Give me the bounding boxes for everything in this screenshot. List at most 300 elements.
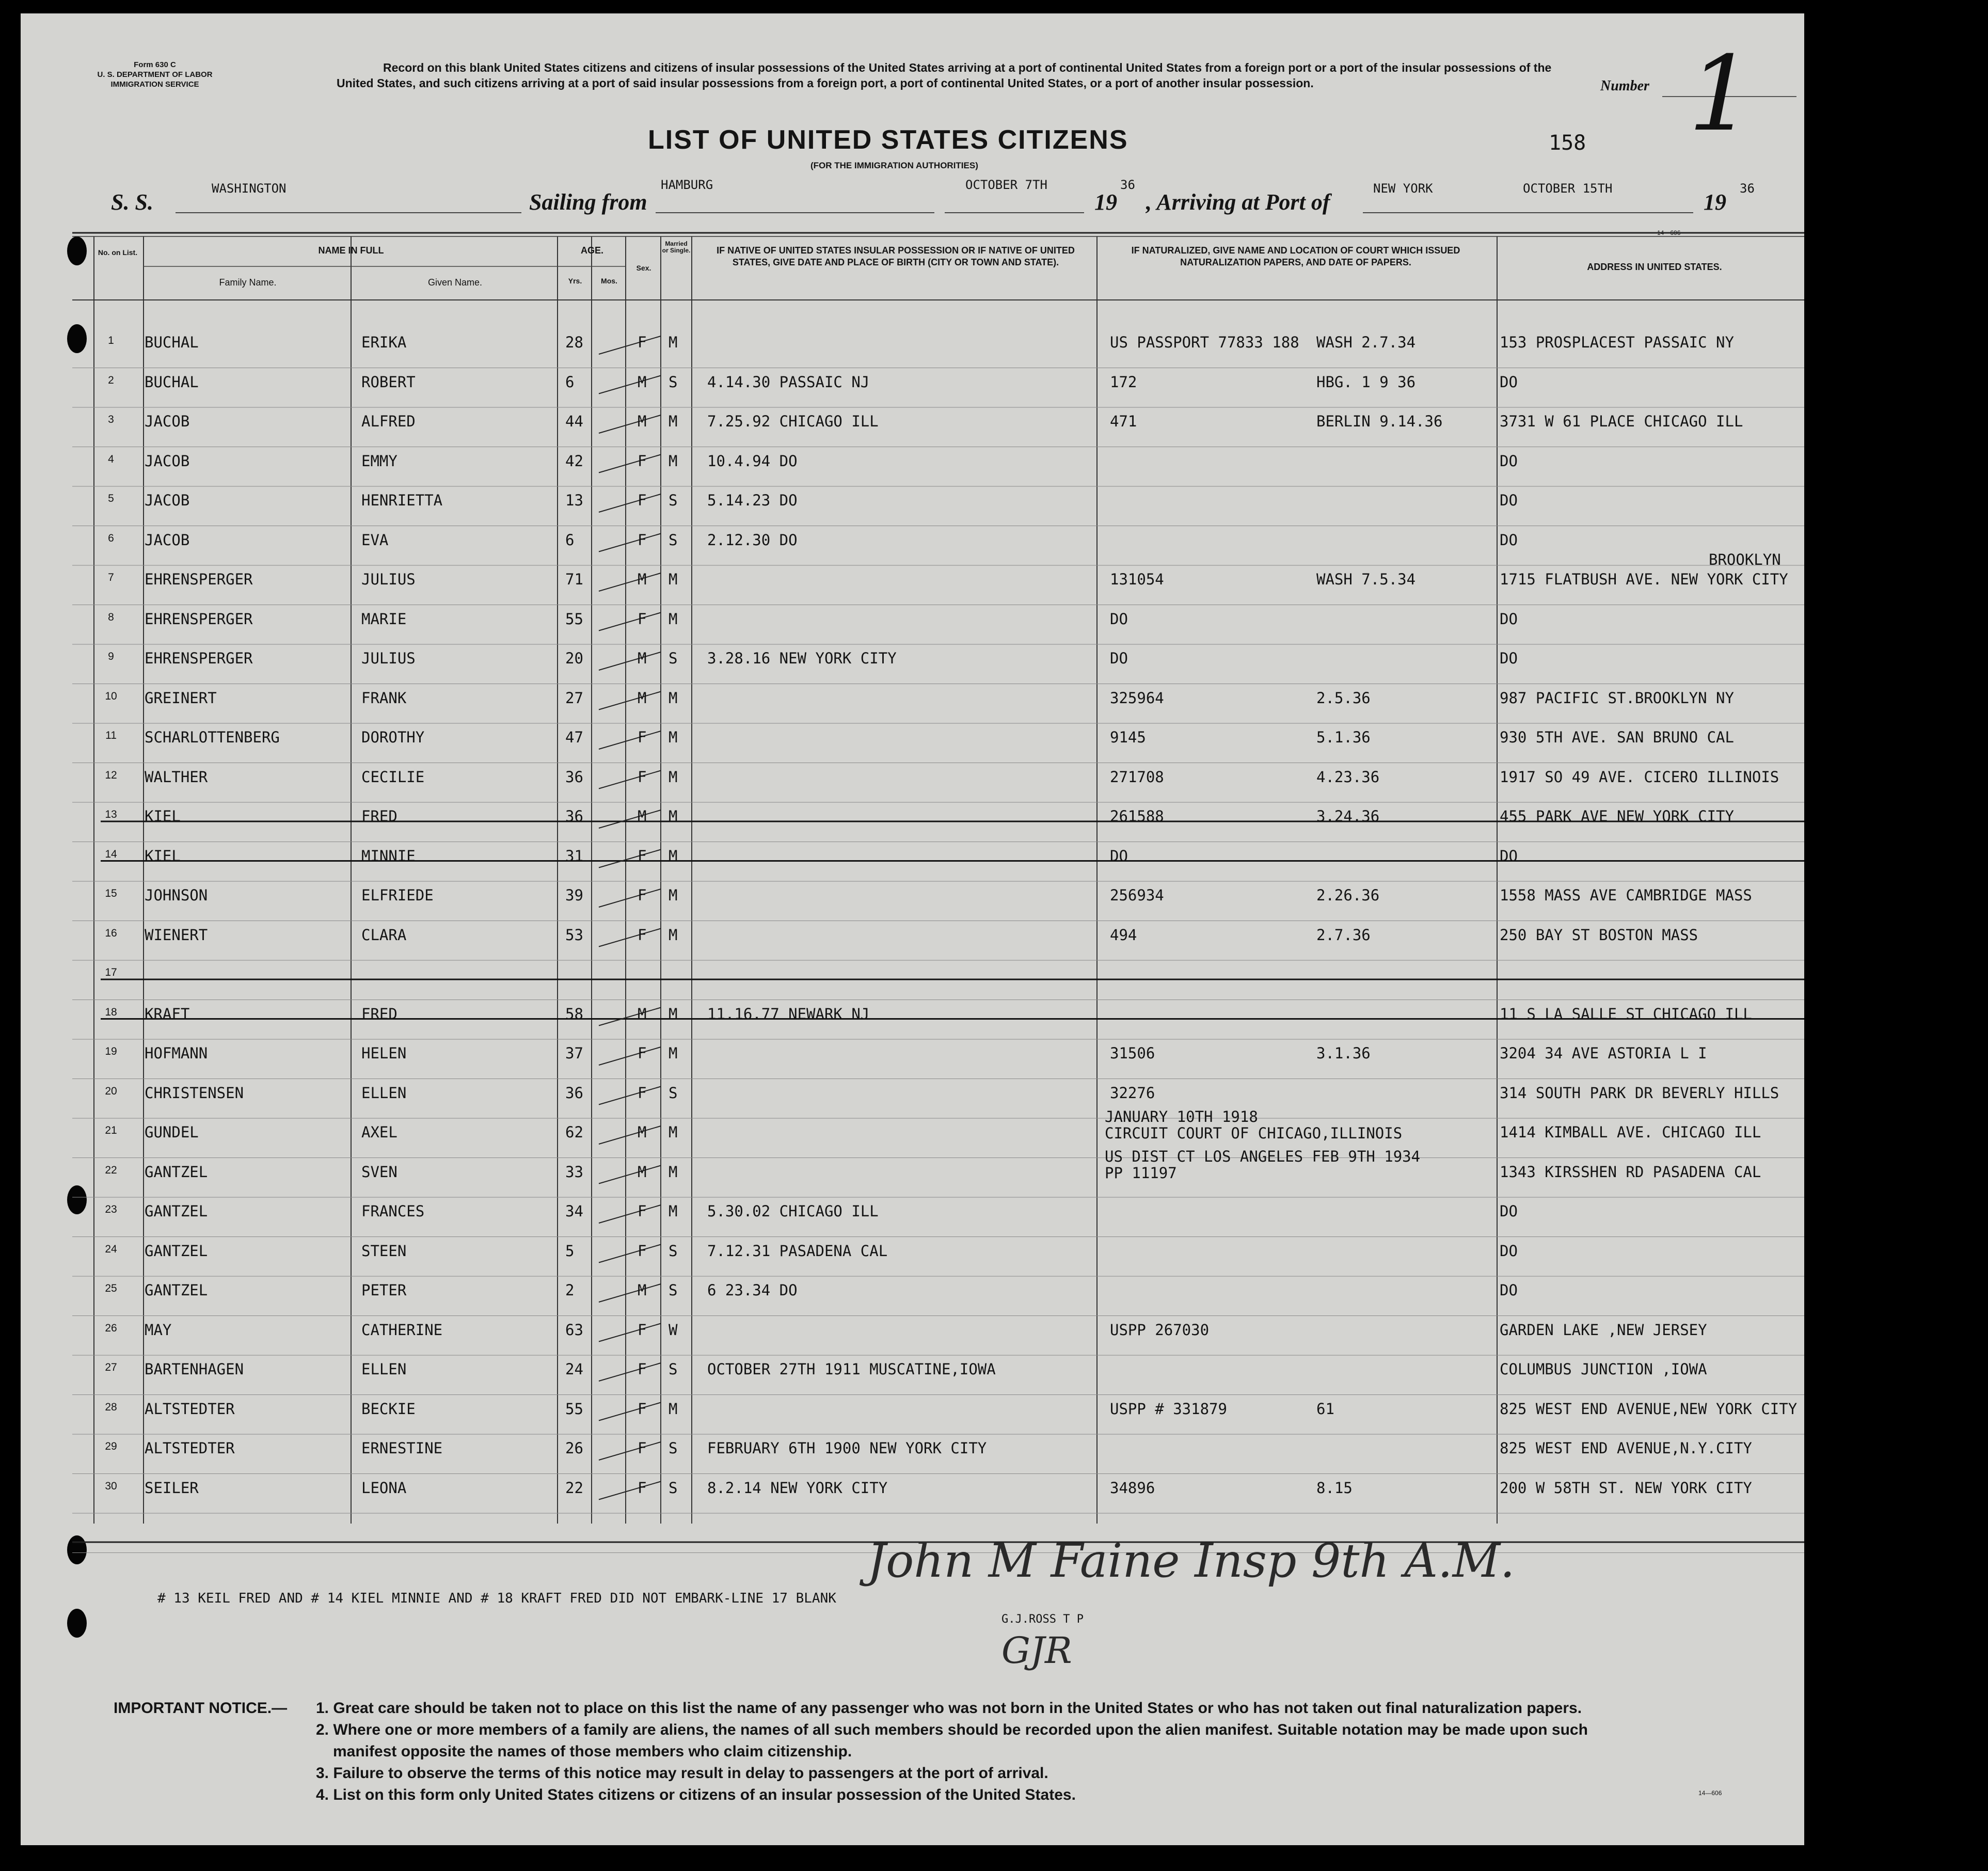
marital-status: M [669,452,678,470]
naturalization-info: 9145 [1110,728,1146,746]
naturalization-date: 5.1.36 [1316,728,1371,746]
naturalization-info-2: CIRCUIT COURT OF CHICAGO,ILLINOIS [1105,1124,1403,1142]
address: 11 S LA SALLE ST CHICAGO ILL [1500,1005,1752,1023]
marital-status: M [669,807,678,825]
address: 1715 FLATBUSH AVE. NEW YORK CITY [1500,570,1788,588]
marital-status: M [669,1123,678,1141]
family-name: BUCHAL [145,334,199,351]
form-department: U. S. DEPARTMENT OF LABOR [97,70,213,79]
marital-status: M [669,847,678,865]
check-mark [599,1284,661,1302]
header-no: No. on List. [98,248,138,257]
row-number: 28 [105,1401,117,1413]
check-mark [599,376,661,394]
sex: F [638,1044,647,1062]
sex: F [638,1479,647,1497]
address: 987 PACIFIC ST.BROOKLYN NY [1500,689,1734,707]
naturalization-date: 3.1.36 [1316,1044,1371,1062]
marital-status: M [669,728,678,746]
given-name: FRANK [361,689,407,707]
age-years: 55 [565,610,583,628]
naturalization-date: HBG. 1 9 36 [1316,373,1416,391]
year-to-prefix: 19 [1704,189,1726,215]
family-name: WALTHER [145,768,208,786]
sex: F [638,1439,647,1457]
address: DO [1500,1202,1518,1220]
row-number: 5 [108,493,114,504]
row-number: 26 [105,1322,117,1334]
row-number: 13 [105,808,117,820]
row-number: 21 [105,1124,117,1136]
list-number-label: Number [1600,78,1649,94]
family-name: KIEL [145,847,181,865]
marital-status: S [669,491,678,509]
check-mark [599,889,661,907]
check-mark [599,455,661,473]
birth-info: 5.14.23 DO [707,491,798,509]
family-name: KRAFT [145,1005,190,1023]
sex: F [638,1400,647,1418]
age-years: 42 [565,452,583,470]
important-notice [114,1698,287,1719]
address: 314 SOUTH PARK DR BEVERLY HILLS [1500,1084,1779,1102]
marital-status: S [669,1084,678,1102]
age-years: 53 [565,926,583,944]
age-years: 71 [565,570,583,588]
given-name: EVA [361,531,389,549]
print-code: 14—606 [1657,229,1681,236]
birth-info: 7.25.92 CHICAGO ILL [707,413,879,430]
ss-label: S. S. [111,189,153,215]
check-mark [599,573,661,591]
naturalization-date: BERLIN 9.14.36 [1316,413,1443,430]
marital-status: M [669,926,678,944]
year-from-prefix: 19 [1094,189,1117,215]
address: 1917 SO 49 AVE. CICERO ILLINOIS [1500,768,1779,786]
address: 455 PARK AVE NEW YORK CITY [1500,807,1734,825]
sex: F [638,610,647,628]
family-name: SCHARLOTTENBERG [145,728,280,746]
address: DO [1500,491,1518,509]
date-from: OCTOBER 7TH [965,178,1047,192]
given-name: ERNESTINE [361,1439,443,1457]
header-sex: Sex. [636,264,651,272]
marital-status: M [669,689,678,707]
row-number: 23 [105,1203,117,1215]
age-years: 55 [565,1400,583,1418]
row-number: 6 [108,532,114,544]
naturalization-info: USPP # 331879 [1110,1400,1227,1418]
marital-status: M [669,1400,678,1418]
age-years: 24 [565,1360,583,1378]
row-number: 18 [105,1006,117,1018]
naturalization-info: US PASSPORT 77833 188 [1110,334,1299,351]
family-name: GANTZEL [145,1163,208,1181]
check-mark [599,1008,661,1026]
given-name: FRED [361,807,397,825]
notice-item-1: 1. Great care should be taken not to place on this list the name of any passenger who was not born in the United States or who has not taken out final naturalization papers. [316,1700,1582,1717]
notice-item-4: 4. List on this form only United States citizens or citizens of an insular possession of the United States. [316,1786,1076,1803]
check-mark [599,1126,661,1144]
check-mark [599,1324,661,1342]
naturalization-info: 325964 [1110,689,1164,707]
family-name: GUNDEL [145,1123,199,1141]
age-years: 6 [565,531,575,549]
age-years: 36 [565,768,583,786]
check-mark [599,1166,661,1184]
sex: M [638,689,647,707]
sex: F [638,768,647,786]
notice-heading: IMPORTANT NOTICE.— [114,1700,288,1717]
age-years: 22 [565,1479,583,1497]
naturalization-info: 172 [1110,373,1137,391]
birth-info: 7.12.31 PASADENA CAL [707,1242,888,1260]
naturalization-info: 34896 [1110,1479,1155,1497]
marital-status: S [669,1242,678,1260]
check-mark [599,692,661,710]
marital-status: S [669,649,678,667]
row-number: 27 [105,1361,117,1373]
family-name: JOHNSON [145,886,208,904]
naturalization-date: 2.26.36 [1316,886,1380,904]
sex: M [638,1163,647,1181]
address: DO [1500,1281,1518,1299]
marital-status: S [669,1360,678,1378]
family-name: EHRENSPERGER [145,610,253,628]
address: DO [1500,452,1518,470]
age-years: 20 [565,649,583,667]
marital-status: M [669,1163,678,1181]
marital-status: M [669,570,678,588]
age-years: 36 [565,807,583,825]
birth-info: 8.2.14 NEW YORK CITY [707,1479,888,1497]
naturalization-info: 131054 [1110,570,1164,588]
address: 3204 34 AVE ASTORIA L I [1500,1044,1707,1062]
check-mark [599,1482,661,1500]
sex: F [638,1202,647,1220]
naturalization-info: USPP 267030 [1110,1321,1210,1339]
birth-info: 3.28.16 NEW YORK CITY [707,649,897,667]
birth-info: FEBRUARY 6TH 1900 NEW YORK CITY [707,1439,987,1457]
marital-status: M [669,610,678,628]
check-mark [599,415,661,433]
given-name: CECILIE [361,768,425,786]
family-name: JACOB [145,413,190,430]
family-name: HOFMANN [145,1044,208,1062]
naturalization-info: 261588 [1110,807,1164,825]
naturalization-date: WASH 2.7.34 [1316,334,1416,351]
sex: F [638,491,647,509]
birth-info: 4.14.30 PASSAIC NJ [707,373,870,391]
row-number: 24 [105,1243,117,1255]
marital-status: S [669,373,678,391]
given-name: EMMY [361,452,397,470]
address: DO [1500,610,1518,628]
check-mark [599,810,661,828]
check-mark [599,534,661,552]
address: 250 BAY ST BOSTON MASS [1500,926,1698,944]
sex: F [638,728,647,746]
row-number: 16 [105,927,117,939]
marital-status: S [669,1281,678,1299]
naturalization-date: 8.15 [1316,1479,1353,1497]
birth-info: 6 23.34 DO [707,1281,798,1299]
naturalization-info: DO [1110,649,1128,667]
port-to: NEW YORK [1373,181,1433,196]
sex: M [638,807,647,825]
row-number: 3 [108,414,114,425]
header-name-in-full: NAME IN FULL [318,245,384,256]
family-name: JACOB [145,531,190,549]
header-native-birth: IF NATIVE OF UNITED STATES INSULAR POSSESSION OR IF NATIVE OF UNITED STATES, GIVE DATE AND PLACE OF BIRTH (CITY OR TOWN AND STATE). [717,245,1075,267]
sex: M [638,373,647,391]
form-instructions: Record on this blank United States citizens and citizens of insular possessions of the United States arriving at a port of continental United States from a foreign port or a port of the insular possessions of the United States, and such citizens arriving at a port of said insular possessions from a foreign port, a port of continental United States, or a port of another insular possession. [337,61,1552,90]
ship-name: WASHINGTON [212,181,287,196]
row-number: 29 [105,1440,117,1452]
page-subtitle: (FOR THE IMMIGRATION AUTHORITIES) [810,161,978,170]
check-mark [599,1047,661,1065]
given-name: SVEN [361,1163,397,1181]
given-name: ALFRED [361,413,416,430]
address: DO [1500,649,1518,667]
address: COLUMBUS JUNCTION ,IOWA [1500,1360,1707,1378]
given-name: DOROTHY [361,728,425,746]
address: 1558 MASS AVE CAMBRIDGE MASS [1500,886,1752,904]
sex: M [638,1005,647,1023]
given-name: JULIUS [361,649,416,667]
address: DO [1500,373,1518,391]
age-years: 47 [565,728,583,746]
age-years: 28 [565,334,583,351]
given-name: PETER [361,1281,407,1299]
family-name: EHRENSPERGER [145,649,253,667]
inspector-initials: GJR [1001,1629,1072,1672]
age-years: 39 [565,886,583,904]
naturalization-date: WASH 7.5.34 [1316,570,1416,588]
marital-status: M [669,334,678,351]
age-years: 2 [565,1281,575,1299]
print-code-bottom: 14—606 [1698,1789,1722,1797]
given-name: ELLEN [361,1360,407,1378]
given-name: CLARA [361,926,407,944]
given-name: FRANCES [361,1202,425,1220]
sex: F [638,886,647,904]
marital-status: M [669,886,678,904]
address: 1414 KIMBALL AVE. CHICAGO ILL [1500,1123,1761,1141]
row-number: 12 [105,769,117,781]
header-given-name: Given Name. [427,277,483,288]
sex: M [638,1123,647,1141]
address: 153 PROSPLACEST PASSAIC NY [1500,334,1734,351]
address: 200 W 58TH ST. NEW YORK CITY [1500,1479,1752,1497]
naturalization-info-2: PP 11197 [1105,1164,1177,1182]
sex: F [638,334,647,351]
check-mark [599,494,661,512]
check-mark [599,731,661,749]
address: DO [1500,531,1518,549]
age-years: 34 [565,1202,583,1220]
age-years: 5 [565,1242,575,1260]
check-mark [599,652,661,670]
naturalization-info: 32276 [1110,1084,1155,1102]
family-name: ALTSTEDTER [145,1439,235,1457]
header-yrs: Yrs. [568,277,582,285]
inspector-signature: John M Faine Insp 9th A.M. [867,1534,1515,1588]
given-name: BECKIE [361,1400,416,1418]
age-years: 6 [565,373,575,391]
naturalization-info: 31506 [1110,1044,1155,1062]
sex: F [638,1360,647,1378]
given-name: HELEN [361,1044,407,1062]
sex: M [638,1281,647,1299]
given-name: ELLEN [361,1084,407,1102]
row-number: 2 [108,374,114,386]
sex: F [638,531,647,549]
date-to: OCTOBER 15TH [1523,181,1613,196]
age-years: 27 [565,689,583,707]
given-name: FRED [361,1005,397,1023]
family-name: CHRISTENSEN [145,1084,244,1102]
sex: F [638,847,647,865]
manifest-page [21,13,1804,1845]
sex: F [638,452,647,470]
naturalization-info: US DIST CT LOS ANGELES FEB 9TH 1934 [1105,1147,1421,1165]
form-service: IMMIGRATION SERVICE [110,80,199,89]
age-years: 62 [565,1123,583,1141]
age-years: 13 [565,491,583,509]
naturalization-info: 494 [1110,926,1137,944]
age-years: 63 [565,1321,583,1339]
address: DO [1500,1242,1518,1260]
check-mark [599,1245,661,1263]
naturalization-date: 2.5.36 [1316,689,1371,707]
check-mark [599,1087,661,1105]
form-number: Form 630 C [134,60,176,69]
marital-status: S [669,1439,678,1457]
age-years: 36 [565,1084,583,1102]
sex: M [638,413,647,430]
row-number: 19 [105,1045,117,1057]
header-married-single: Married or Single. [662,240,691,254]
marital-status: M [669,768,678,786]
naturalization-info: 256934 [1110,886,1164,904]
year-from: 36 [1120,178,1135,192]
age-years: 33 [565,1163,583,1181]
sex: M [638,570,647,588]
row-number: 25 [105,1282,117,1294]
family-name: GANTZEL [145,1242,208,1260]
address: DO [1500,847,1518,865]
check-mark [599,850,661,868]
marital-status: S [669,1479,678,1497]
family-name: WIENERT [145,926,208,944]
marital-status: M [669,1044,678,1062]
address-borough: BROOKLYN [1709,551,1781,568]
family-name: GANTZEL [145,1281,208,1299]
family-name: EHRENSPERGER [145,570,253,588]
check-mark [599,613,661,631]
given-name: LEONA [361,1479,407,1497]
age-years: 31 [565,847,583,865]
header-family-name: Family Name. [219,277,277,288]
row-number: 20 [105,1085,117,1097]
marital-status: M [669,1005,678,1023]
naturalization-date: 4.23.36 [1316,768,1380,786]
given-name: JULIUS [361,570,416,588]
list-number-value: 1 [1688,34,1754,154]
sex: F [638,1242,647,1260]
check-mark [599,1205,661,1223]
footer-note: # 13 KEIL FRED AND # 14 KIEL MINNIE AND # 18 KRAFT FRED DID NOT EMBARK-LINE 17 BLANK [157,1591,836,1606]
port-from: HAMBURG [661,178,713,192]
address: GARDEN LAKE ,NEW JERSEY [1500,1321,1707,1339]
birth-info: OCTOBER 27TH 1911 MUSCATINE,IOWA [707,1360,996,1378]
marital-status: M [669,413,678,430]
notice-item-2-cont: manifest opposite the names of those members who claim citizenship. [333,1743,852,1760]
family-name: GANTZEL [145,1202,208,1220]
naturalization-info: JANUARY 10TH 1918 [1105,1108,1258,1125]
row-number: 11 [105,730,117,741]
row-number: 9 [108,651,114,662]
naturalization-date: 3.24.36 [1316,807,1380,825]
row-number: 17 [105,966,117,978]
family-name: ALTSTEDTER [145,1400,235,1418]
row-number: 10 [105,690,117,702]
given-name: MINNIE [361,847,416,865]
sailing-label: Sailing from [529,189,647,215]
given-name: ERIKA [361,334,407,351]
header-address: ADDRESS IN UNITED STATES. [1587,262,1722,272]
given-name: AXEL [361,1123,397,1141]
row-number: 8 [108,611,114,623]
arriving-label: , Arriving at Port of [1146,189,1330,215]
check-mark [599,1403,661,1421]
family-name: BUCHAL [145,373,199,391]
address: 3731 W 61 PLACE CHICAGO ILL [1500,413,1743,430]
year-to: 36 [1740,181,1755,196]
family-name: BARTENHAGEN [145,1360,244,1378]
row-number: 30 [105,1480,117,1492]
header-age: AGE. [580,245,603,256]
address: 825 WEST END AVENUE,N.Y.CITY [1500,1439,1752,1457]
birth-info: 10.4.94 DO [707,452,798,470]
age-years: 26 [565,1439,583,1457]
naturalization-date: 2.7.36 [1316,926,1371,944]
check-mark [599,929,661,947]
family-name: KIEL [145,807,181,825]
row-number: 22 [105,1164,117,1176]
check-mark [599,1442,661,1460]
age-years: 44 [565,413,583,430]
page-title: LIST OF UNITED STATES CITIZENS [648,125,1128,155]
notice-item-3: 3. Failure to observe the terms of this notice may result in delay to passengers at the port of arrival. [316,1765,1048,1782]
sex: F [638,1321,647,1339]
family-name: JACOB [145,452,190,470]
age-years: 58 [565,1005,583,1023]
row-number: 15 [105,887,117,899]
given-name: ELFRIEDE [361,886,434,904]
address: 825 WEST END AVENUE,NEW YORK CITY [1500,1400,1798,1418]
family-name: SEILER [145,1479,199,1497]
given-name: CATHERINE [361,1321,443,1339]
row-number: 1 [108,335,114,346]
given-name: HENRIETTA [361,491,443,509]
check-mark [599,771,661,789]
birth-info: 2.12.30 DO [707,531,798,549]
page-number-stamp: 158 [1549,131,1586,155]
marital-status: W [669,1321,678,1339]
address: 1343 KIRSSHEN RD PASADENA CAL [1500,1163,1761,1181]
